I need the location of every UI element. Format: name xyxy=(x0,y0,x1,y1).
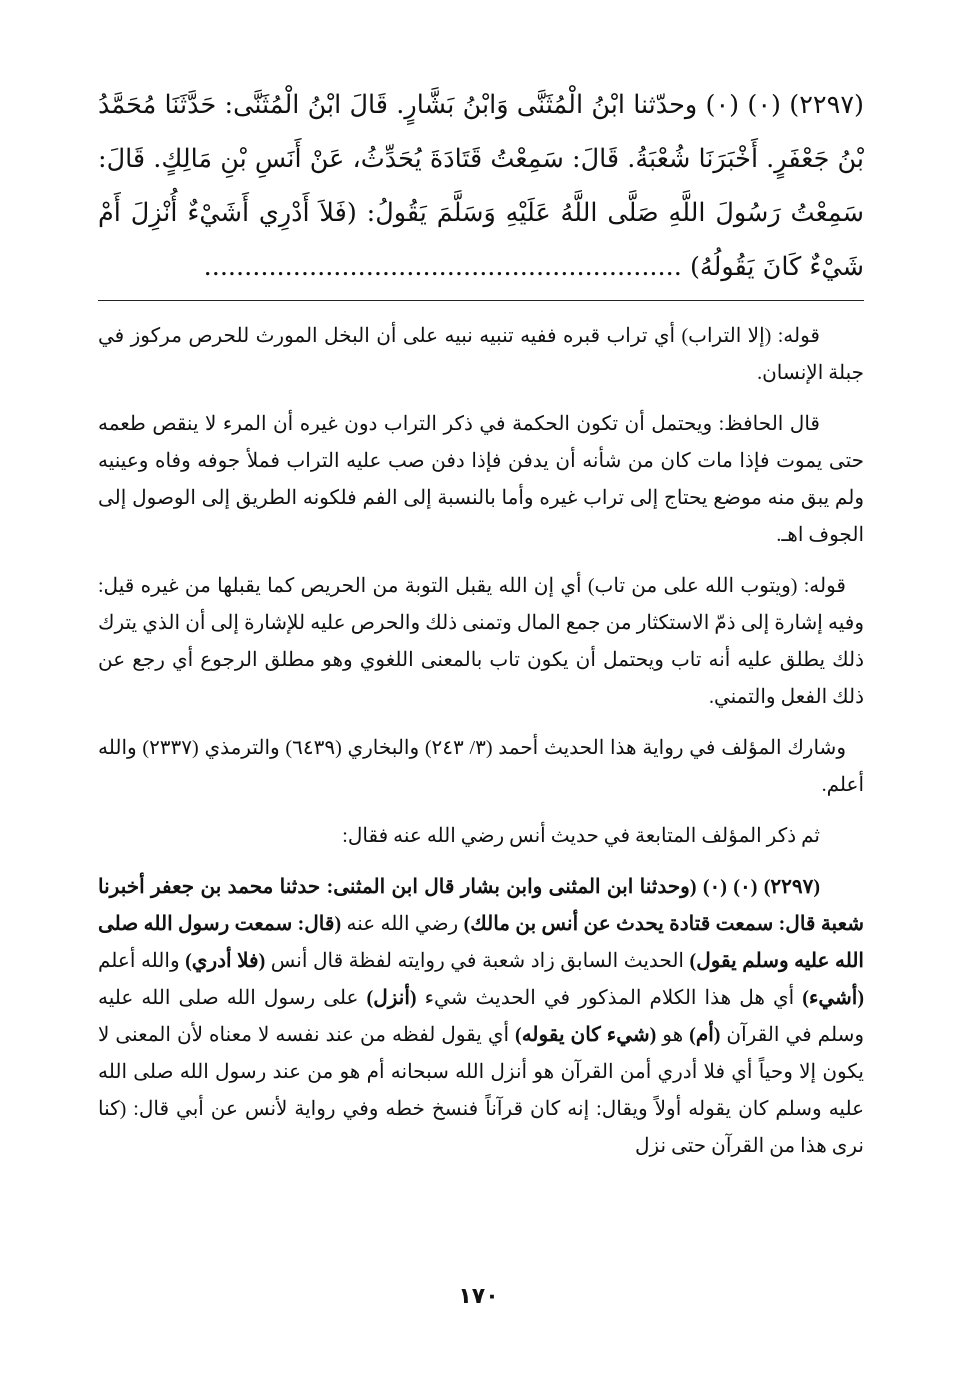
hadith-text xyxy=(98,78,864,294)
commentary-paragraph-6 xyxy=(98,869,864,1165)
page-number: ١٧٠ xyxy=(458,1284,499,1309)
text-segment: هو xyxy=(656,1024,690,1046)
text-segment: الحديث السابق زاد شعبة في روايته لفظة قال أنس xyxy=(265,950,690,972)
matn-bold: (قال: سمعت رسول الله صلى الله عليه وسلم يقول) xyxy=(98,913,864,972)
text-segment: أي هل هذا الكلام المذكور في الحديث شيء xyxy=(416,987,803,1009)
text-segment: والله أعلم xyxy=(98,950,186,972)
quote-bold: (شيء كان يقوله) xyxy=(515,1024,657,1046)
commentary-paragraph-2: قال الحافظ: ويحتمل أن تكون الحكمة في ذكر التراب دون غيره أن المرء لا ينقص طعمه حتى يموت فإذا مات كان من شأنه أن يدفن فإذا دفن صب عليه التراب فملأ جوفه وفاه وعينيه ولم يبق منه موضع يحتاج إلى تراب غيره وأما بالنسبة إلى الفم فلكونه الطريق إلى الوصول إلى الجوف اهـ. xyxy=(98,413,864,546)
isnad-bold: (٢٢٩٧) (٠) (٠) (وحدثنا ابن المثنى وابن بشار قال ابن المثنى: حدثنا محمد بن جعفر أخبرنا شعبة قال: سمعت قتادة يحدث عن أنس بن مالك) xyxy=(98,876,864,935)
separator-rule xyxy=(98,300,864,301)
hadith-dots: ........................................................... xyxy=(203,252,682,282)
commentary-paragraph-3: قوله: (ويتوب الله على من تاب) أي إن الله يقبل التوبة من الحريص كما يقبلها من غيره قيل: وفيه إشارة إلى ذمّ الاستكثار من جمع المال وتمنى ذلك والحرص عليه للإشارة إلى أن الذي يترك ذلك يطلق عليه أنه تاب ويحتمل أن يكون تاب بالمعنى اللغوي وهو مطلق الرجوع أي رجع عن ذلك الفعل والتمني. xyxy=(98,575,864,708)
quote-bold: (أم) xyxy=(689,1024,721,1046)
quote-bold: (فلا أدري) xyxy=(185,950,266,972)
text-segment: رضي الله عنه xyxy=(341,913,464,935)
quote-bold: (أنزل) xyxy=(366,987,417,1009)
commentary-paragraph-1: قوله: (إلا التراب) أي تراب قبره ففيه تنبيه نبيه على أن البخل المورث للحرص مركوز في جبلة الإنسان. xyxy=(98,325,864,384)
quote-bold: (أشيء) xyxy=(802,987,864,1009)
text-segment: على رسول الله صلى الله عليه وسلم في القرآن xyxy=(98,987,864,1046)
hadith-body: (٢٢٩٧) (٠) (٠) وحدّثنا ابْنُ الْمُثَنَّى وَابْنُ بَشَّارٍ. قَالَ ابْنُ الْمُثَنَّى: حَدَّثَنَا مُحَمَّدُ بْنُ جَعْفَرٍ. أَخْبَرَنَا شُعْبَةُ. قَالَ: سَمِعْتُ قَتَادَةَ يُحَدِّثُ، عَنْ أَنَسِ بْنِ مَالِكٍ. قَالَ: سَمِعْتُ رَسُولَ اللَّهِ صَلَّى اللَّهُ عَلَيْهِ وَسَلَّمَ يَقُولُ: (فَلاَ أَدْرِي أَشَيْءٌ أُنْزِلَ أَمْ شَيْءٌ كَانَ يَقُولُهُ) xyxy=(98,90,864,282)
commentary xyxy=(98,318,864,1179)
commentary-paragraph-4: وشارك المؤلف في رواية هذا الحديث أحمد (٣/ ٢٤٣) والبخاري (٦٤٣٩) والترمذي (٢٣٣٧) والله أعلم. xyxy=(98,737,864,796)
commentary-paragraph-5: ثم ذكر المؤلف المتابعة في حديث أنس رضي الله عنه فقال: xyxy=(342,825,820,847)
text-segment: أي يقول لفظه من عند نفسه لا معناه لأن المعنى لا يكون إلا وحياً أي فلا أدري أمن القرآن هو أنزل الله سبحانه أم هو من عند رسول الله صلى الله عليه وسلم كان يقوله أولاً ويقال: إنه كان قرآناً فنسخ خطه وفي رواية لأنس عن أبي قال: (كنا نرى هذا من القرآن حتى نزل xyxy=(98,1024,864,1157)
